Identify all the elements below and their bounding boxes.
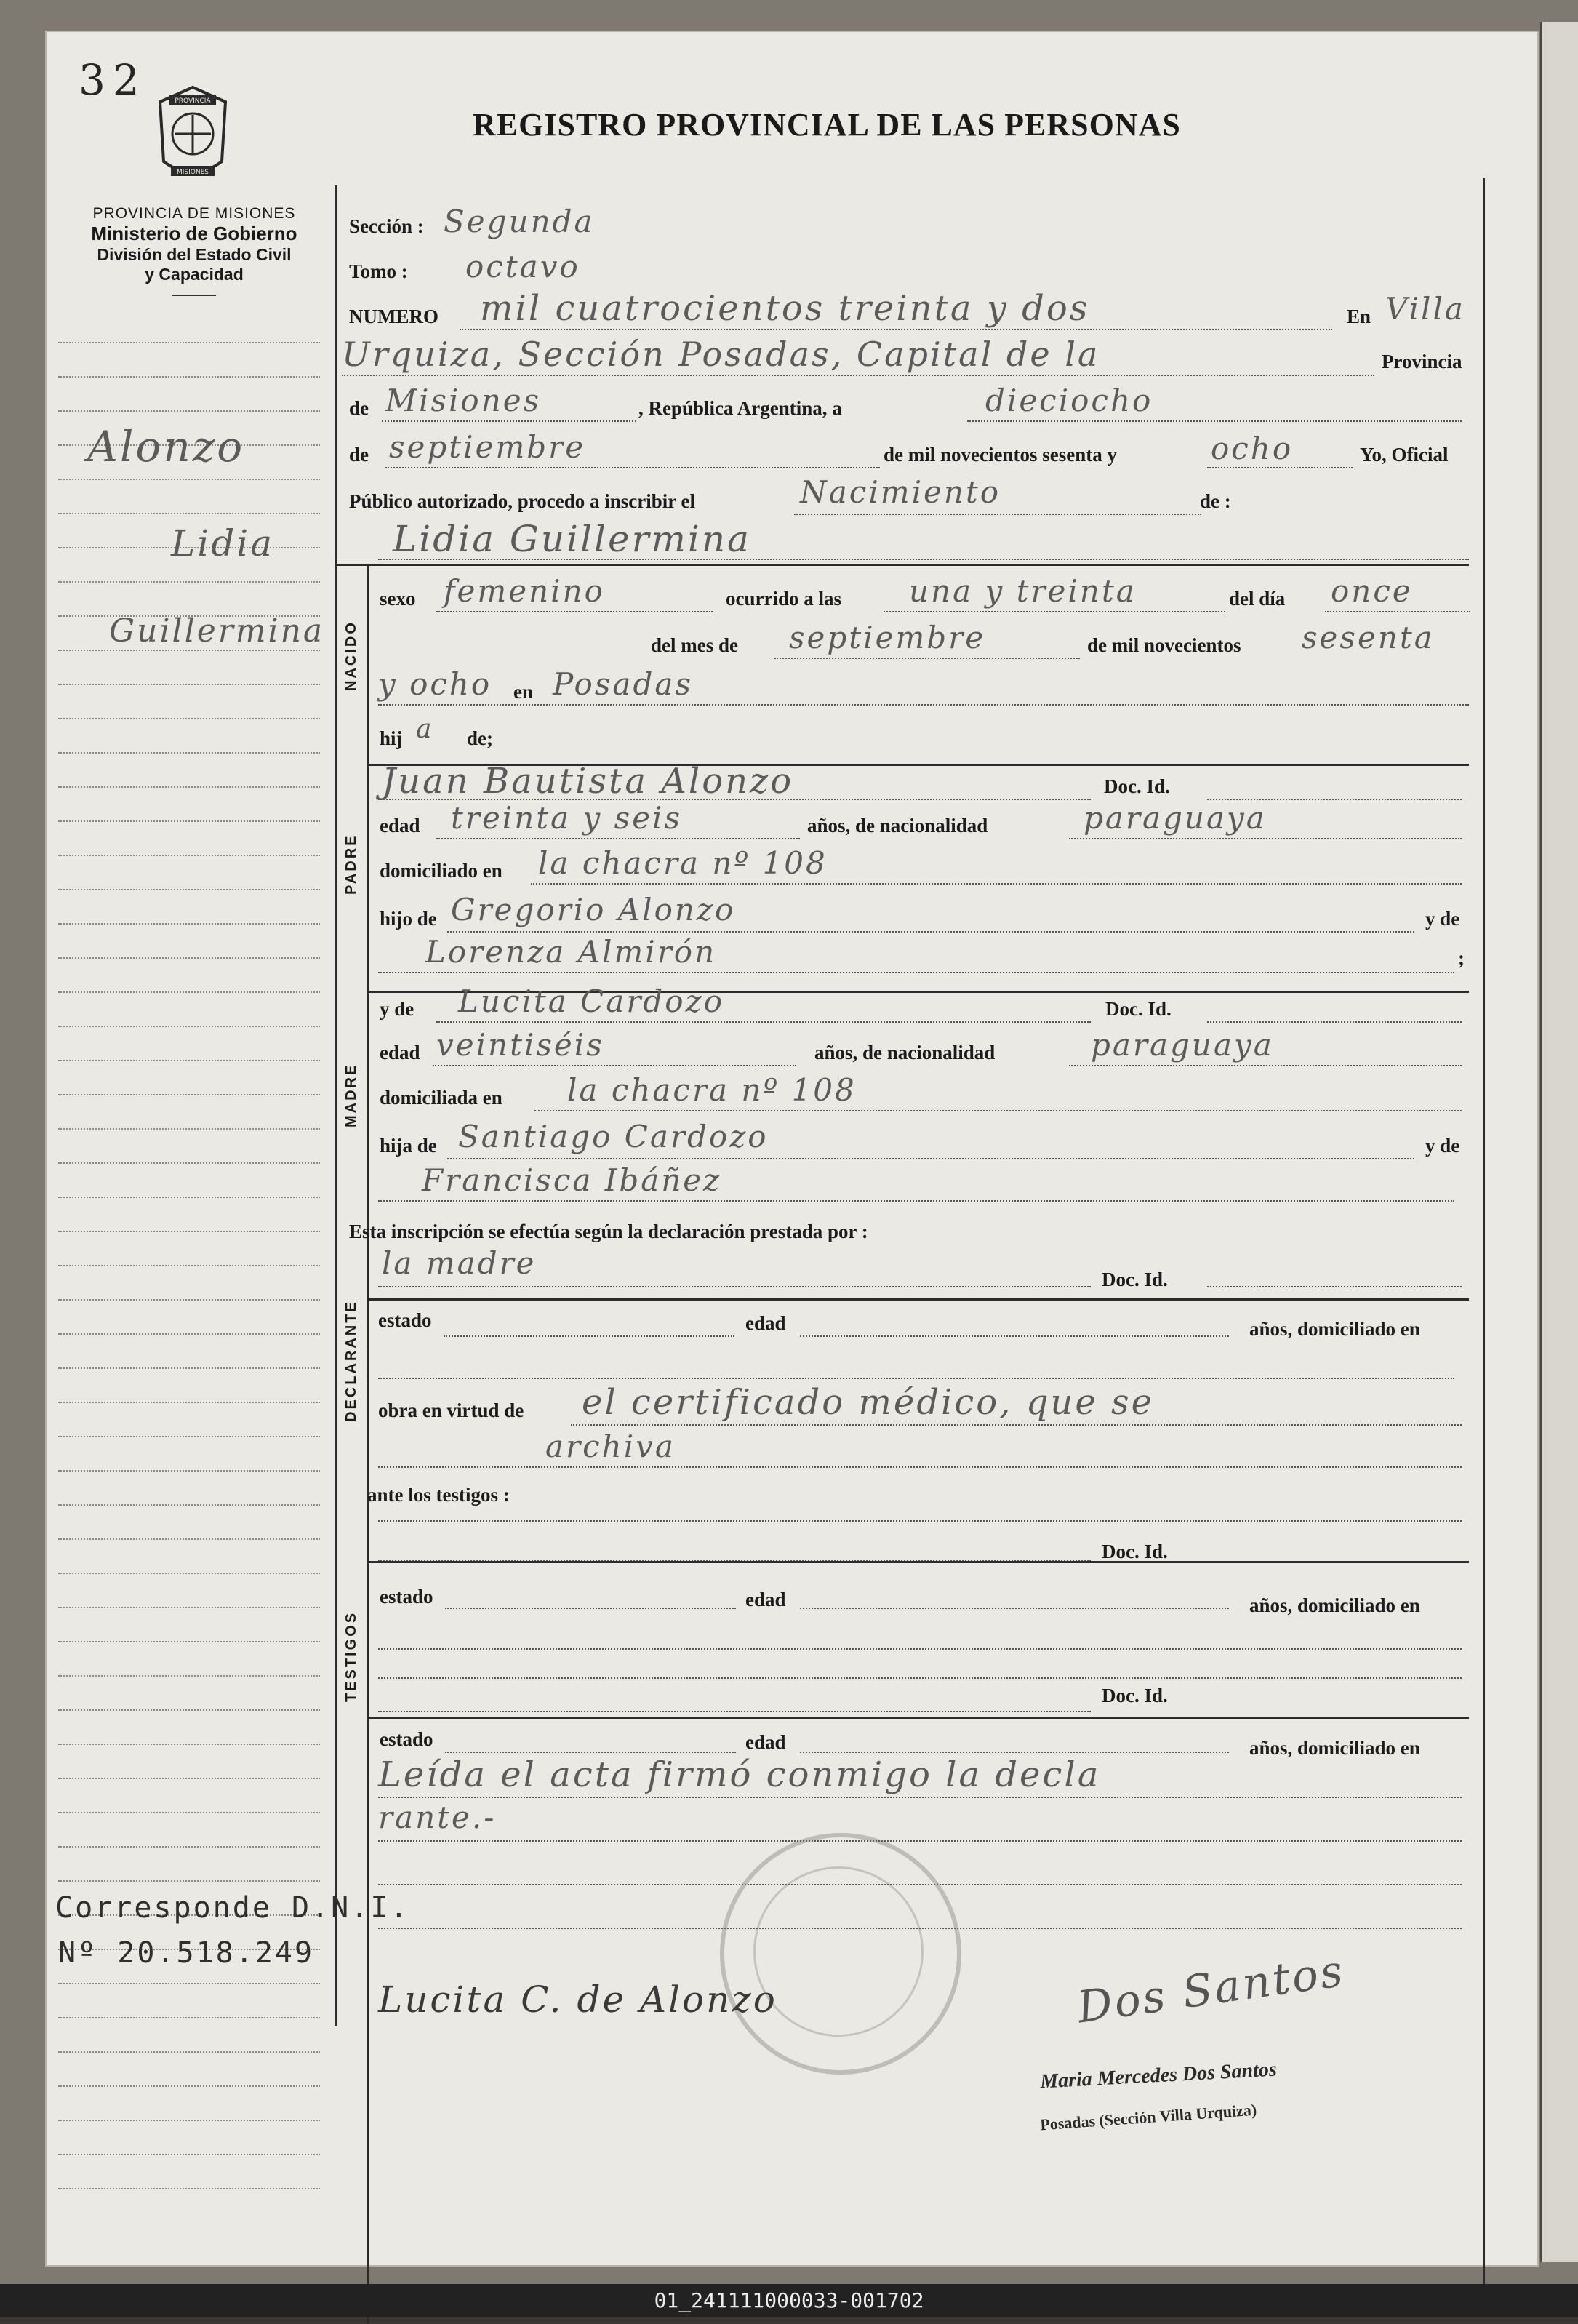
margin-rule bbox=[58, 923, 320, 925]
label-seccion: Sección : bbox=[349, 215, 424, 237]
line-padre-nacionalidad bbox=[1069, 838, 1462, 839]
line-mes bbox=[385, 467, 880, 468]
declarante-nombre: la madre bbox=[382, 1245, 537, 1281]
line-madre-nacionalidad bbox=[1069, 1065, 1462, 1066]
testigo2-domicilio-label: años, domiciliado en bbox=[1249, 1737, 1420, 1759]
declarante-doc-label: Doc. Id. bbox=[1102, 1269, 1168, 1290]
padre-domicilio: la chacra nº 108 bbox=[538, 845, 828, 881]
padre-domicilio-label: domiciliado en bbox=[380, 860, 502, 882]
value-dia-nac: once bbox=[1331, 573, 1413, 609]
section-label-padre: PADRE bbox=[343, 834, 359, 895]
margin-rule bbox=[58, 1299, 320, 1301]
padre-hijo-label: hijo de bbox=[380, 908, 437, 930]
margin-rule bbox=[58, 1333, 320, 1335]
margin-rule bbox=[58, 1026, 320, 1027]
separator-nacido bbox=[335, 564, 1469, 566]
margin-rule bbox=[58, 581, 320, 583]
padre-semicolon: ; bbox=[1458, 947, 1465, 969]
testigo1-domicilio-label: años, domiciliado en bbox=[1249, 1594, 1420, 1616]
label-mil: de mil novecientos sesenta y bbox=[884, 444, 1117, 466]
madre-nacionalidad: paraguaya bbox=[1091, 1027, 1274, 1063]
line-declarante-domicilio bbox=[378, 1378, 1454, 1379]
line-lugar bbox=[378, 704, 1469, 706]
declarante-intro: Esta inscripción se efectúa según la declaración prestada por : bbox=[349, 1221, 868, 1242]
line-madre-madre bbox=[378, 1200, 1454, 1202]
testigo2-edad-label: edad bbox=[745, 1731, 786, 1753]
value-anio: ocho bbox=[1211, 431, 1294, 466]
value-dia: dieciocho bbox=[985, 383, 1153, 418]
testigos-nota2: rante.- bbox=[378, 1800, 497, 1835]
madre-domicilio-label: domiciliada en bbox=[380, 1087, 502, 1109]
separator-declarante bbox=[367, 1298, 1469, 1301]
crest-text-bottom: MISIONES bbox=[176, 169, 209, 176]
margin-rule bbox=[58, 1812, 320, 1813]
label-hij: hij bbox=[380, 727, 403, 749]
value-anio2: y ocho bbox=[378, 666, 492, 702]
image-id-footer: 01_241111000033-001702 bbox=[0, 2284, 1578, 2317]
value-tipo: Nacimiento bbox=[800, 474, 1001, 510]
line-nombre bbox=[378, 559, 1469, 560]
line-declarante-doc bbox=[1207, 1286, 1462, 1287]
margin-rule bbox=[58, 2051, 320, 2053]
line-sexo bbox=[436, 611, 713, 612]
form-right-border bbox=[1483, 178, 1485, 2288]
margin-rule bbox=[58, 1641, 320, 1642]
label-publico: Público autorizado, procedo a inscribir el bbox=[349, 490, 695, 512]
oficial-nombre: Maria Mercedes Dos Santos bbox=[1039, 2058, 1278, 2093]
value-place-line: Urquiza, Sección Posadas, Capital de la bbox=[342, 335, 1100, 374]
section-label-declarante: DECLARANTE bbox=[343, 1300, 359, 1422]
value-hora: una y treinta bbox=[909, 573, 1137, 609]
madre-edad-label: edad bbox=[380, 1042, 420, 1063]
line-place bbox=[342, 375, 1374, 376]
margin-rule bbox=[58, 1607, 320, 1608]
padre-edad: treinta y seis bbox=[451, 800, 683, 836]
declarante-obra-label: obra en virtud de bbox=[378, 1399, 524, 1421]
margin-rule bbox=[58, 1128, 320, 1130]
margin-rule bbox=[58, 1573, 320, 1574]
label-de-mes: de bbox=[349, 444, 369, 466]
margin-rule bbox=[58, 2154, 320, 2155]
line-testigo2-nombre bbox=[378, 1711, 1091, 1712]
document-title: REGISTRO PROVINCIAL DE LAS PERSONAS bbox=[473, 107, 1181, 143]
section-label-nacido: NACIDO bbox=[343, 620, 359, 691]
margin-rule bbox=[58, 2017, 320, 2018]
separator-testigos-2 bbox=[367, 1717, 1469, 1719]
padre-nacionalidad: paraguaya bbox=[1084, 800, 1267, 836]
value-lugar: Posadas bbox=[553, 666, 693, 702]
margin-rule bbox=[58, 991, 320, 993]
margin-rule bbox=[58, 1709, 320, 1711]
margin-rule bbox=[58, 2120, 320, 2121]
line-mes-nac bbox=[774, 658, 1080, 659]
margin-rule bbox=[58, 1060, 320, 1061]
madre-hija-label: hija de bbox=[380, 1135, 437, 1157]
label-de-tipo: de : bbox=[1200, 490, 1231, 512]
line-testigo1-domicilio bbox=[378, 1648, 1462, 1650]
line-dia-nac bbox=[1325, 611, 1470, 612]
margin-rule bbox=[58, 1162, 320, 1164]
label-oficial: Yo, Oficial bbox=[1360, 444, 1449, 466]
margin-rule bbox=[58, 1538, 320, 1540]
line-declarante-edad bbox=[800, 1335, 1229, 1337]
margin-rule bbox=[58, 650, 320, 651]
padre-doc-label: Doc. Id. bbox=[1104, 775, 1170, 797]
margin-rule bbox=[58, 1367, 320, 1369]
padre-y-de-label: y de bbox=[1425, 908, 1460, 930]
testigo2-doc-label: Doc. Id. bbox=[1102, 1685, 1168, 1706]
padre-edad-label: edad bbox=[380, 815, 420, 836]
margin-rule bbox=[58, 1265, 320, 1266]
declarante-obra2: archiva bbox=[545, 1429, 676, 1464]
line-tipo bbox=[794, 514, 1201, 515]
value-anio1: sesenta bbox=[1302, 620, 1435, 655]
value-mes: septiembre bbox=[389, 429, 586, 465]
madre-edad: veintiséis bbox=[436, 1027, 604, 1063]
label-del-mes: del mes de bbox=[651, 634, 738, 656]
line-testigo2-estado bbox=[445, 1752, 736, 1753]
signature-declarante: Lucita C. de Alonzo bbox=[378, 1978, 777, 2021]
padre-padre-de: Gregorio Alonzo bbox=[451, 892, 736, 927]
margin-rule bbox=[58, 1231, 320, 1232]
line-padre-edad bbox=[436, 838, 800, 839]
testigo1-estado-label: estado bbox=[380, 1586, 433, 1608]
line-testigo2-extra bbox=[378, 1677, 1462, 1679]
signature-oficial: Dos Santos bbox=[1073, 1945, 1348, 2034]
margin-rule bbox=[58, 513, 320, 514]
line-numero bbox=[460, 329, 1332, 330]
margin-rule bbox=[58, 1094, 320, 1095]
margin-rule bbox=[58, 957, 320, 959]
value-seccion: Segunda bbox=[444, 204, 595, 239]
label-de-provincia: de bbox=[349, 397, 369, 419]
margin-correction-1: Corresponde D.N.I. bbox=[55, 1891, 410, 1925]
issuing-authority bbox=[52, 205, 336, 296]
label-en-lugar: en bbox=[513, 681, 533, 703]
margin-rule bbox=[58, 410, 320, 412]
label-ocurrido: ocurrido a las bbox=[726, 588, 841, 610]
margin-rule bbox=[58, 1880, 320, 1882]
madre-madre-de: Francisca Ibáñez bbox=[422, 1162, 722, 1198]
padre-nombre: Juan Bautista Alonzo bbox=[382, 761, 794, 802]
label-provincia: Provincia bbox=[1382, 351, 1462, 372]
margin-rule bbox=[58, 718, 320, 719]
value-provincia: Misiones bbox=[385, 383, 542, 418]
label-sexo: sexo bbox=[380, 588, 416, 610]
madre-nacionalidad-label: años, de nacionalidad bbox=[814, 1042, 996, 1063]
line-madre-doc bbox=[1207, 1021, 1462, 1023]
crest-text-top: PROVINCIA bbox=[175, 97, 211, 105]
label-del-dia: del día bbox=[1229, 588, 1286, 610]
line-padre-hijo bbox=[447, 931, 1414, 933]
line-nota2 bbox=[378, 1840, 1462, 1842]
margin-rule bbox=[58, 2085, 320, 2087]
value-nombre: Lidia Guillermina bbox=[393, 518, 751, 560]
value-numero: mil cuatrocientos treinta y dos bbox=[480, 288, 1090, 329]
line-testigo2-edad bbox=[800, 1752, 1229, 1753]
label-de-padres: de; bbox=[467, 727, 493, 749]
testigos-intro: ante los testigos : bbox=[367, 1484, 510, 1506]
margin-rule bbox=[58, 1778, 320, 1779]
line-testigo1-edad bbox=[800, 1608, 1229, 1609]
margin-surname: Alonzo bbox=[87, 422, 245, 471]
line-hora bbox=[884, 611, 1225, 612]
page-number: 32 bbox=[79, 55, 147, 105]
section-label-madre: MADRE bbox=[343, 1063, 359, 1127]
provincial-crest-icon bbox=[149, 81, 236, 191]
padre-nacionalidad-label: años, de nacionalidad bbox=[807, 815, 988, 836]
margin-rule bbox=[58, 1744, 320, 1745]
testigo2-estado-label: estado bbox=[380, 1728, 433, 1750]
value-hij-suffix: a bbox=[416, 714, 434, 744]
margin-rule bbox=[58, 889, 320, 890]
section-inner-border bbox=[367, 564, 369, 2324]
margin-name2: Guillermina bbox=[109, 612, 325, 650]
margin-name1: Lidia bbox=[171, 522, 275, 564]
separator-testigos-1 bbox=[367, 1561, 1469, 1563]
margin-rule bbox=[58, 820, 320, 822]
margin-rule bbox=[58, 342, 320, 343]
line-declarante-obra bbox=[571, 1424, 1462, 1426]
line-padre-madre bbox=[378, 972, 1454, 973]
testigos-nota1: Leída el acta firmó conmigo la decla bbox=[378, 1754, 1101, 1795]
line-provincia bbox=[382, 420, 636, 422]
form-left-border bbox=[335, 185, 337, 2026]
org-capacity: y Capacidad bbox=[145, 265, 244, 284]
margin-rule bbox=[58, 1197, 320, 1198]
margin-rule bbox=[58, 1983, 320, 1984]
label-mil-nac: de mil novecientos bbox=[1087, 634, 1241, 656]
margin-rule bbox=[58, 752, 320, 754]
margin-rule bbox=[58, 786, 320, 788]
margin-rule bbox=[58, 1402, 320, 1403]
margin-correction-2: Nº 20.518.249 bbox=[58, 1936, 315, 1970]
label-tomo: Tomo : bbox=[349, 260, 408, 282]
label-republica: , República Argentina, a bbox=[638, 397, 842, 419]
padre-madre-de: Lorenza Almirón bbox=[425, 934, 717, 970]
org-division: División del Estado Civil bbox=[97, 245, 292, 264]
madre-doc-label: Doc. Id. bbox=[1105, 998, 1172, 1020]
value-en: Villa bbox=[1385, 291, 1465, 327]
line-testigo1-estado bbox=[445, 1608, 736, 1609]
margin-rule bbox=[58, 2188, 320, 2189]
org-province: PROVINCIA DE MISIONES bbox=[92, 205, 296, 222]
value-mes-nac: septiembre bbox=[789, 620, 986, 655]
line-padre-domicilio bbox=[531, 883, 1462, 885]
line-nota1 bbox=[378, 1797, 1462, 1798]
testigo1-edad-label: edad bbox=[745, 1589, 786, 1610]
value-sexo: femenino bbox=[444, 573, 605, 609]
declarante-obra1: el certificado médico, que se bbox=[582, 1382, 1155, 1423]
testigo1-doc-label: Doc. Id. bbox=[1102, 1541, 1168, 1562]
madre-y-de-label2: y de bbox=[1425, 1135, 1460, 1157]
line-madre-domicilio bbox=[534, 1110, 1462, 1111]
madre-domicilio: la chacra nº 108 bbox=[567, 1072, 857, 1108]
org-divider bbox=[172, 295, 216, 296]
line-testigo1-extra bbox=[378, 1520, 1462, 1522]
margin-rule bbox=[58, 376, 320, 378]
margin-rule bbox=[58, 684, 320, 685]
line-anio bbox=[1207, 467, 1353, 468]
margin-rule bbox=[58, 1470, 320, 1472]
margin-rule bbox=[58, 855, 320, 856]
madre-padre-de: Santiago Cardozo bbox=[458, 1119, 769, 1154]
value-tomo: octavo bbox=[465, 249, 580, 284]
line-declarante-obra2 bbox=[378, 1466, 1462, 1468]
section-label-testigos: TESTIGOS bbox=[343, 1610, 359, 1702]
line-dia bbox=[967, 420, 1462, 422]
margin-rule bbox=[58, 1846, 320, 1848]
line-testigo1-nombre bbox=[378, 1560, 1091, 1561]
label-en: En bbox=[1347, 306, 1371, 327]
margin-rule bbox=[58, 1436, 320, 1437]
declarante-domicilio-label: años, domiciliado en bbox=[1249, 1318, 1420, 1340]
declarante-estado-label: estado bbox=[378, 1309, 432, 1331]
declarante-edad-label: edad bbox=[745, 1312, 786, 1334]
oficial-cargo: Posadas (Sección Villa Urquiza) bbox=[1039, 2100, 1257, 2134]
margin-rule bbox=[58, 1675, 320, 1677]
line-madre-hija bbox=[447, 1158, 1414, 1159]
margin-rule bbox=[58, 479, 320, 480]
line-declarante-nombre bbox=[378, 1286, 1091, 1287]
line-madre-nombre bbox=[436, 1021, 1091, 1023]
official-seal bbox=[720, 1833, 961, 2075]
margin-rule bbox=[58, 1504, 320, 1506]
madre-y-de-label: y de bbox=[380, 998, 414, 1020]
madre-nombre: Lucita Cardozo bbox=[458, 983, 725, 1019]
label-numero: NUMERO bbox=[349, 306, 438, 327]
line-declarante-estado bbox=[444, 1335, 734, 1337]
org-ministry: Ministerio de Gobierno bbox=[91, 223, 297, 244]
line-madre-edad bbox=[433, 1065, 796, 1066]
